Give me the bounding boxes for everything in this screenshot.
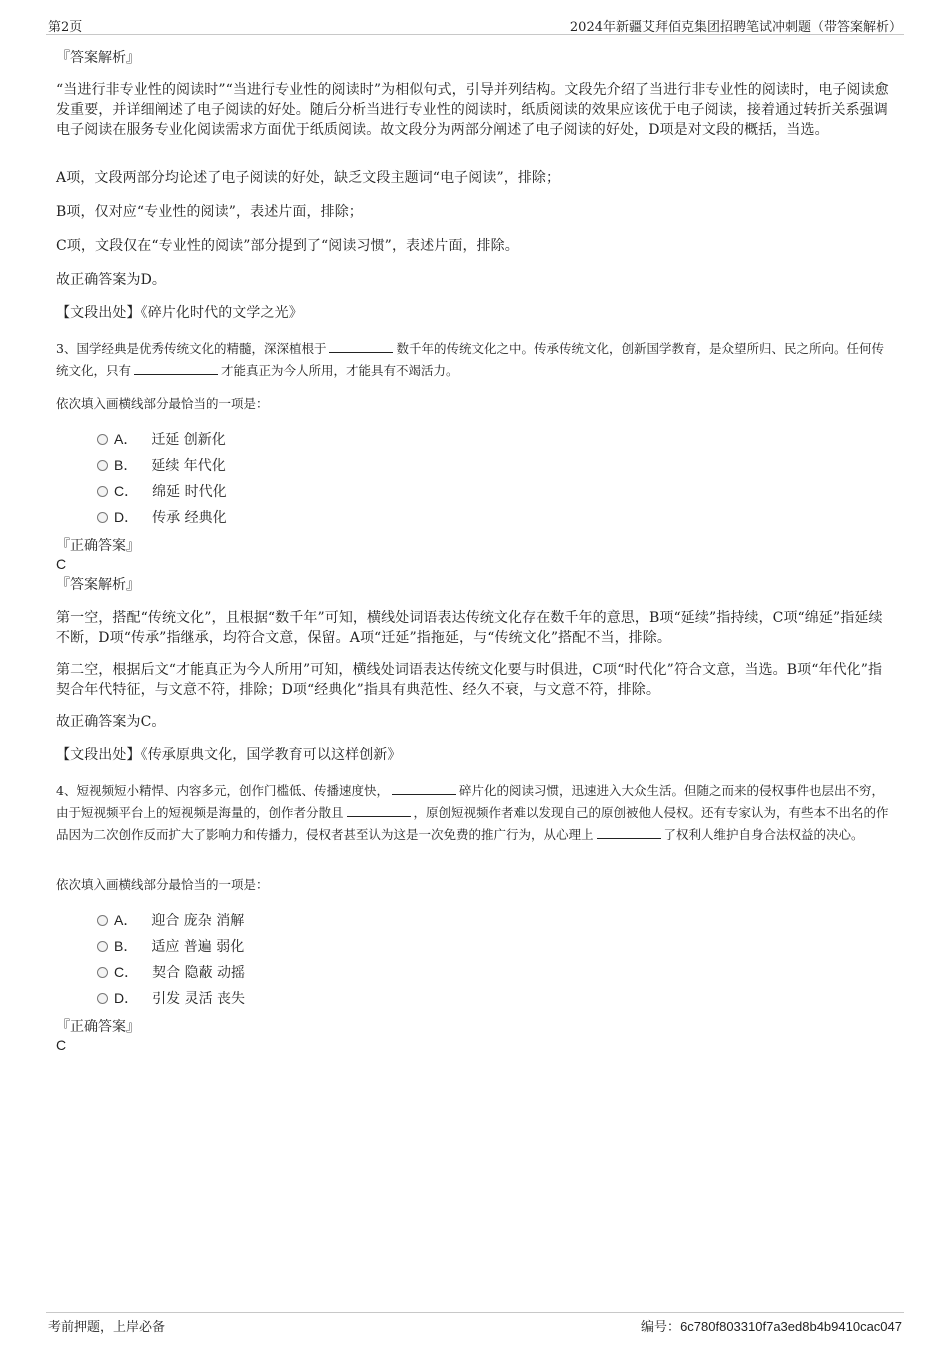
q4-correct-answer: C: [56, 1037, 67, 1053]
q3-stem: 3、国学经典是优秀传统文化的精髓，深深植根于 数千年的传统文化之中。传承传统文化，创新国学教育，是众望所归、民之所向。任何传统文化，只有 才能真正为今人所用，才能具有不竭活力。: [56, 341, 884, 378]
radio-icon[interactable]: [97, 993, 108, 1004]
page-footer: [46, 1312, 904, 1335]
q3-source: 【文段出处】《传承原典文化，国学教育可以这样创新》: [56, 747, 402, 763]
radio-icon[interactable]: [97, 967, 108, 978]
radio-icon[interactable]: [97, 941, 108, 952]
q3-analysis-p3: 故正确答案为C。: [56, 714, 166, 730]
q3-option-d[interactable]: D． 传承 经典化: [97, 506, 227, 528]
radio-icon[interactable]: [97, 460, 108, 471]
q2-analysis-p4: C项，文段仅在“专业性的阅读”部分提到了“阅读习惯”，表述片面，排除。: [56, 238, 519, 254]
q2-analysis-p1: “当进行非专业性的阅读时”“当进行专业性的阅读时”为相似句式，引导并列结构。文段先介绍了当进行非专业性的阅读时，电子阅读愈发重要，并详细阐述了电子阅读的好处。随后分析当进行专业性的阅读时，纸质阅读的效果应该优于电子阅读，接着通过转折关系强调电子阅读在服务专业化阅读需求方面优于纸质阅读。故文段分为两部分阐述了电子阅读的好处，D项是对文段的概括，当选。: [56, 82, 889, 138]
q3-analysis-p1: 第一空，搭配“传统文化”，且根据“数千年”可知，横线处词语表达传统文化存在数千年的意思，B项“延续”指持续，C项“绵延”指延续不断，D项“传承”指继承，均符合文意，保留。A项“迁延”指拖延，与“传统文化”搭配不当，排除。: [56, 610, 883, 646]
q4-prompt: 依次填入画横线部分最恰当的一项是：: [56, 877, 269, 892]
q2-analysis-label: 『答案解析』: [56, 50, 140, 66]
document-title: 2024年新疆艾拜佰克集团招聘笔试冲刺题（带答案解析）: [569, 20, 902, 35]
q2-analysis-p5: 故正确答案为D。: [56, 272, 167, 288]
q2-analysis-p2: A项，文段两部分均论述了电子阅读的好处，缺乏文段主题词“电子阅读”，排除；: [56, 170, 561, 186]
q4-option-c[interactable]: C． 契合 隐蔽 动摇: [97, 961, 245, 983]
q4-option-a[interactable]: A． 迎合 庞杂 消解: [97, 909, 244, 931]
q2-analysis-p3: B项，仅对应“专业性的阅读”，表述片面，排除；: [56, 204, 363, 220]
q3-prompt: 依次填入画横线部分最恰当的一项是：: [56, 396, 269, 411]
q3-option-c[interactable]: C． 绵延 时代化: [97, 480, 227, 502]
q4-correct-label: 『正确答案』: [56, 1019, 140, 1035]
fill-blank: [134, 362, 218, 375]
fill-blank: [597, 826, 661, 839]
q3-option-b[interactable]: B． 延续 年代化: [97, 454, 226, 476]
q3-correct-label: 『正确答案』: [56, 538, 140, 554]
fill-blank: [347, 804, 411, 817]
radio-icon[interactable]: [97, 512, 108, 523]
fill-blank: [392, 782, 456, 795]
q3-analysis-label: 『答案解析』: [56, 577, 140, 593]
q3-option-a[interactable]: A． 迁延 创新化: [97, 428, 226, 450]
q2-source: 【文段出处】《碎片化时代的文学之光》: [56, 305, 303, 321]
radio-icon[interactable]: [97, 434, 108, 445]
q3-correct-answer: C: [56, 556, 67, 572]
document-code: 编号：6c780f803310f7a3ed8b4b9410cac047: [641, 1319, 902, 1335]
page-number: 第2页: [48, 20, 83, 35]
fill-blank: [329, 340, 393, 353]
radio-icon[interactable]: [97, 486, 108, 497]
footer-slogan: 考前押题，上岸必备: [48, 1320, 166, 1335]
q4-option-b[interactable]: B． 适应 普遍 弱化: [97, 935, 244, 957]
q4-stem: 4、短视频短小精悍、内容多元，创作门槛低、传播速度快， 碎片化的阅读习惯，迅速进入大众生活。但随之而来的侵权事件也层出不穷，由于短视频平台上的短视频是海量的，创作者分散且 ，原创短视频作者难以发现自己的原创被他人侵权。还有专家认为，有些本不出名的作品因为二次创作反而扩大了影响力和传播力，侵权者甚至认为这是一次免费的推广行为，从心理上 了权利人维护自身合法权益的决心。: [56, 783, 889, 842]
radio-icon[interactable]: [97, 915, 108, 926]
q3-analysis-p2: 第二空，根据后文“才能真正为今人所用”可知，横线处词语表达传统文化要与时俱进，C项“时代化”符合文意，当选。B项“年代化”指契合年代特征，与文意不符，排除；D项“经典化”指具有典范性、经久不衰，与文意不符，排除。: [56, 662, 883, 698]
q4-option-d[interactable]: D． 引发 灵活 丧失: [97, 987, 245, 1009]
page-header: [46, 14, 904, 35]
